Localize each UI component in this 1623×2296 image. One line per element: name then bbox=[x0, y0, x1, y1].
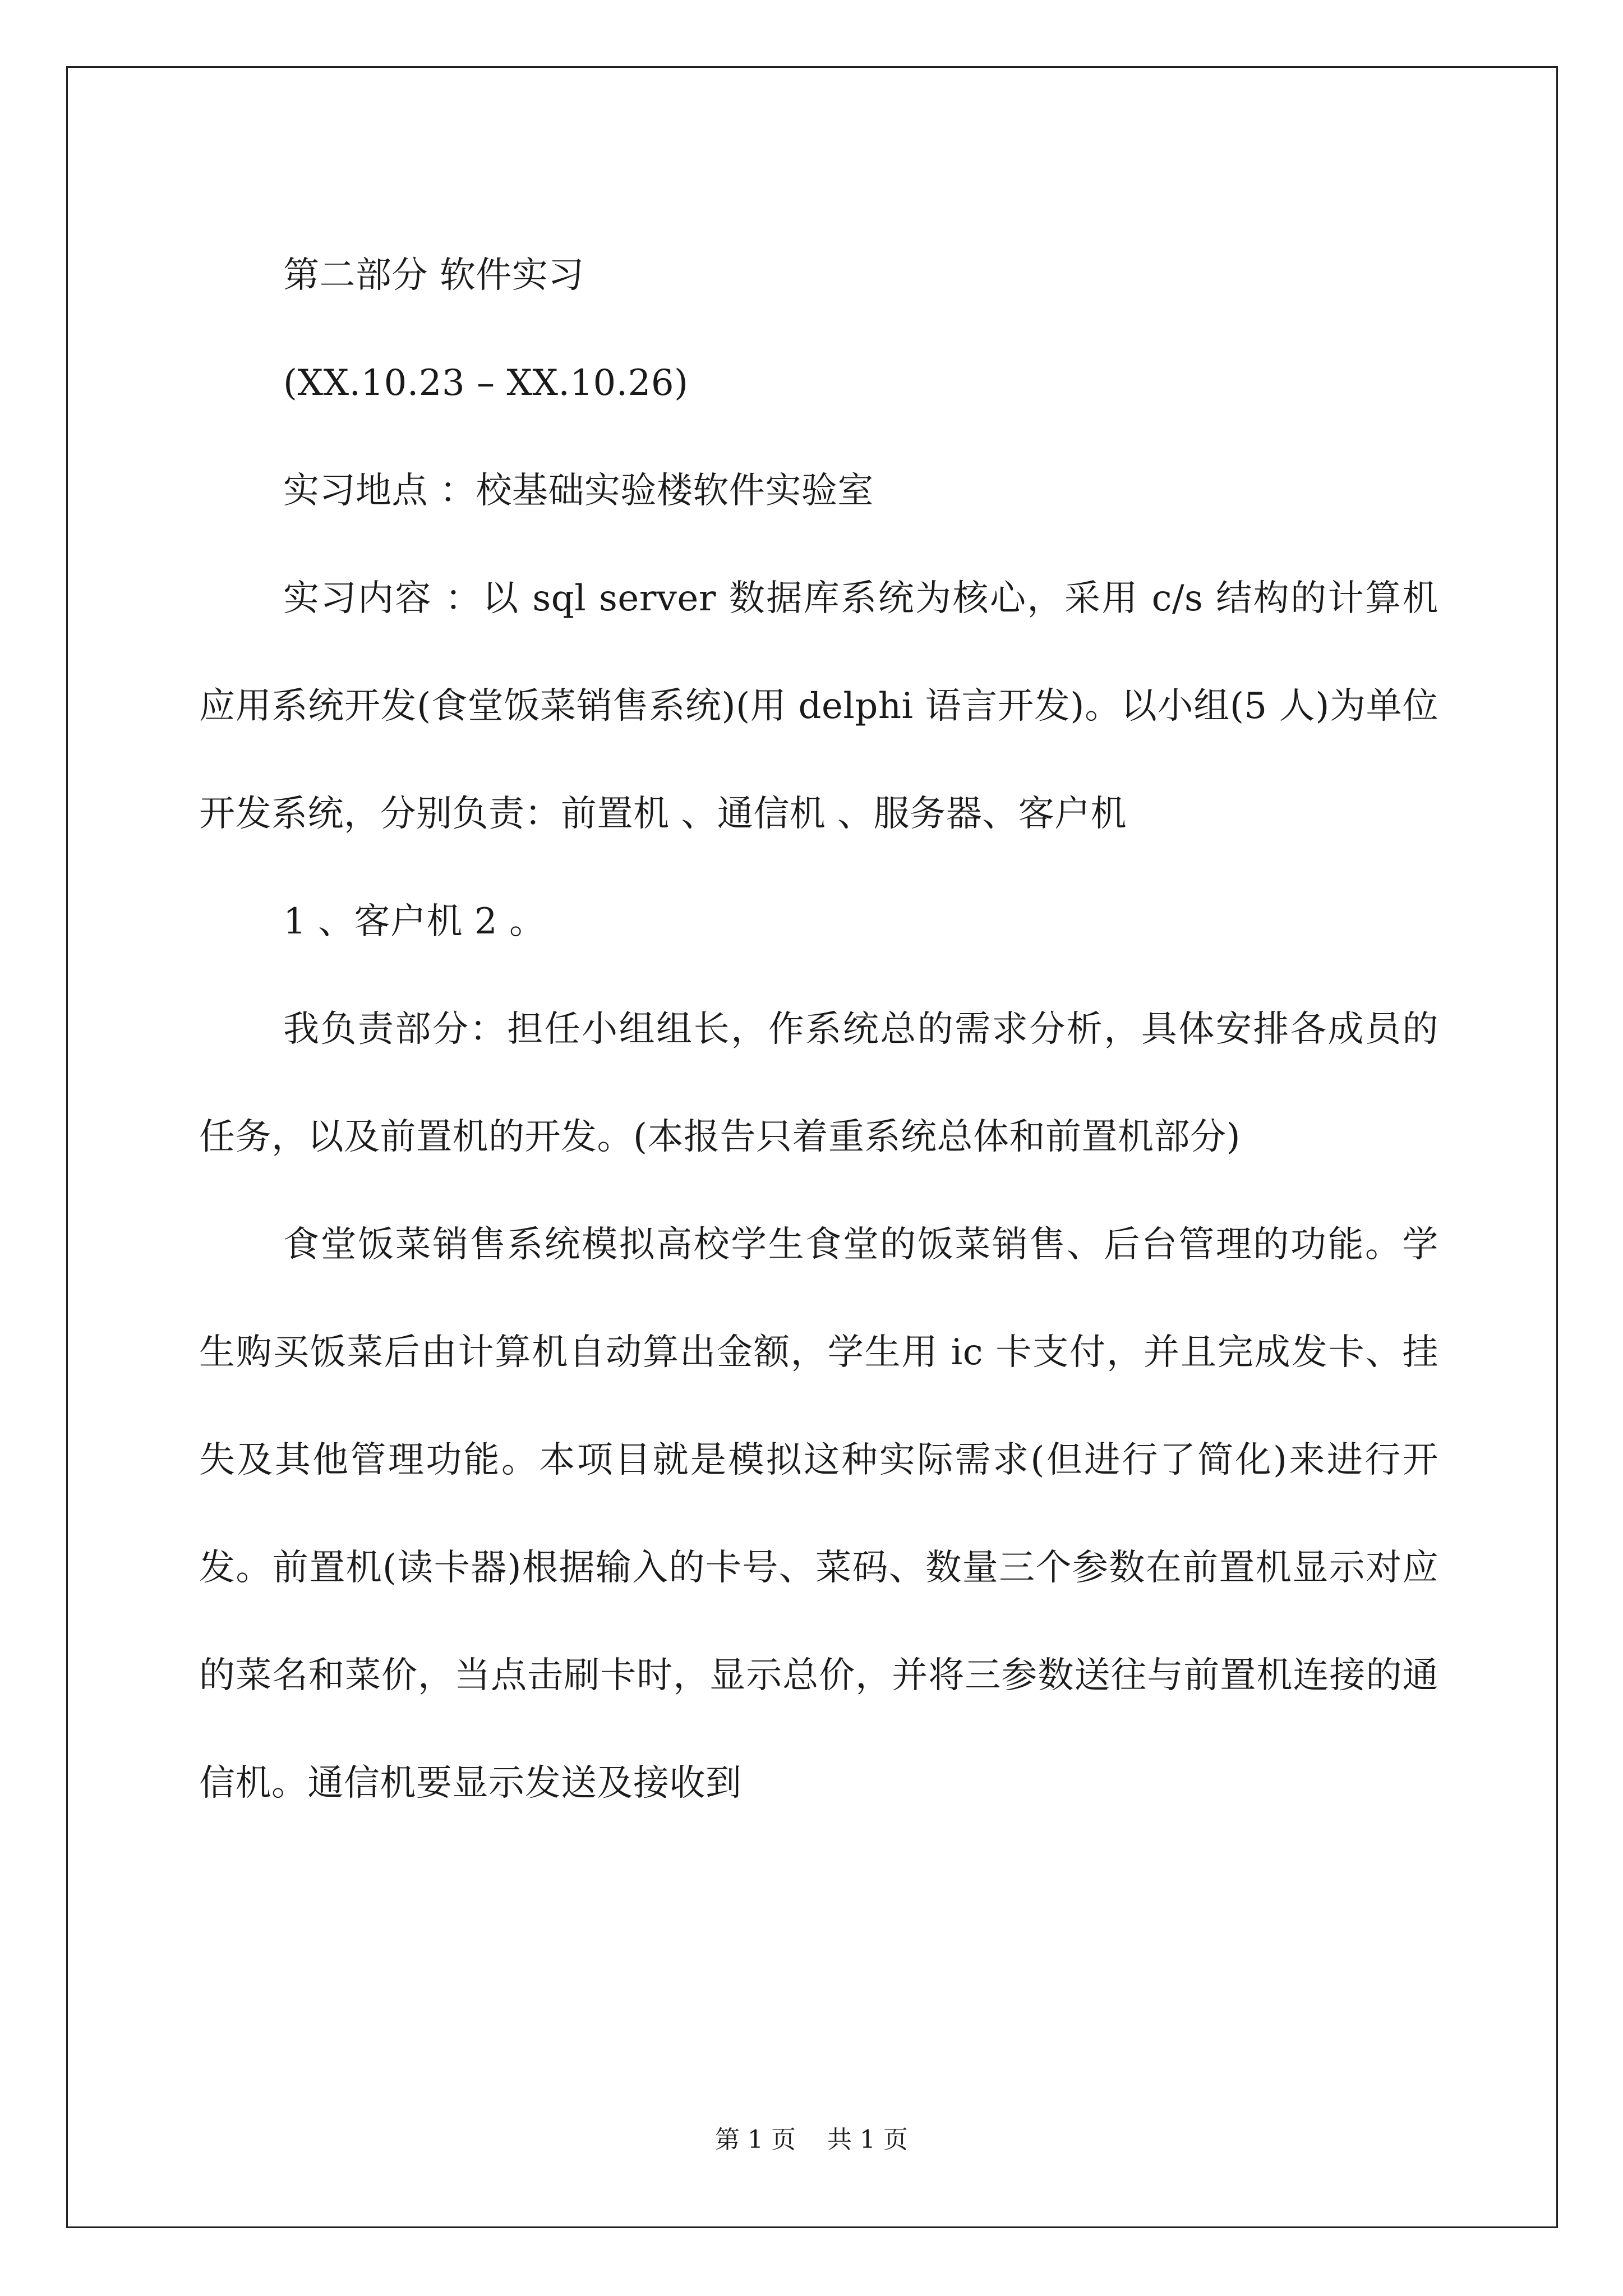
document-body bbox=[199, 222, 1438, 1837]
paragraph-client: 1 、客户机 2 。 bbox=[283, 901, 546, 942]
date-range: (XX.10.23 – XX.10.26) bbox=[283, 362, 689, 404]
paragraph-system-description: 食堂饭菜销售系统模拟高校学生食堂的饭菜销售、后台管理的功能。学生购买饭菜后由计算机自动算出金额，学生用 ic 卡支付，并且完成发卡、挂失及其他管理功能。本项目就是模拟这种实际需求(但进行了简化)来进行开发。前置机(读卡器)根据输入的卡号、菜码、数量三个参数在前置机显示对应的菜名和菜价，当点击刷卡时，显示总价，并将三参数送往与前置机连接的通信机。通信机要显示发送及接收到 bbox=[199, 1224, 1438, 1804]
paragraph-responsibility: 我负责部分：担任小组组长，作系统总的需求分析，具体安排各成员的任务，以及前置机的开发。(本报告只着重系统总体和前置机部分) bbox=[199, 1009, 1438, 1158]
paragraph-location: 实习地点 ：校基础实验楼软件实验室 bbox=[283, 470, 874, 512]
paragraph-content: 实习内容 ：以 sql server 数据库系统为核心，采用 c/s 结构的计算机应用系统开发(食堂饭菜销售系统)(用 delphi 语言开发)。以小组(5 人)为单位开发系统，分别负责：前置机 、通信机 、服务器、客户机 bbox=[199, 578, 1438, 835]
page-footer: 第 1 页 共 1 页 bbox=[715, 2125, 908, 2154]
section-title: 第二部分 软件实习 bbox=[283, 255, 584, 296]
